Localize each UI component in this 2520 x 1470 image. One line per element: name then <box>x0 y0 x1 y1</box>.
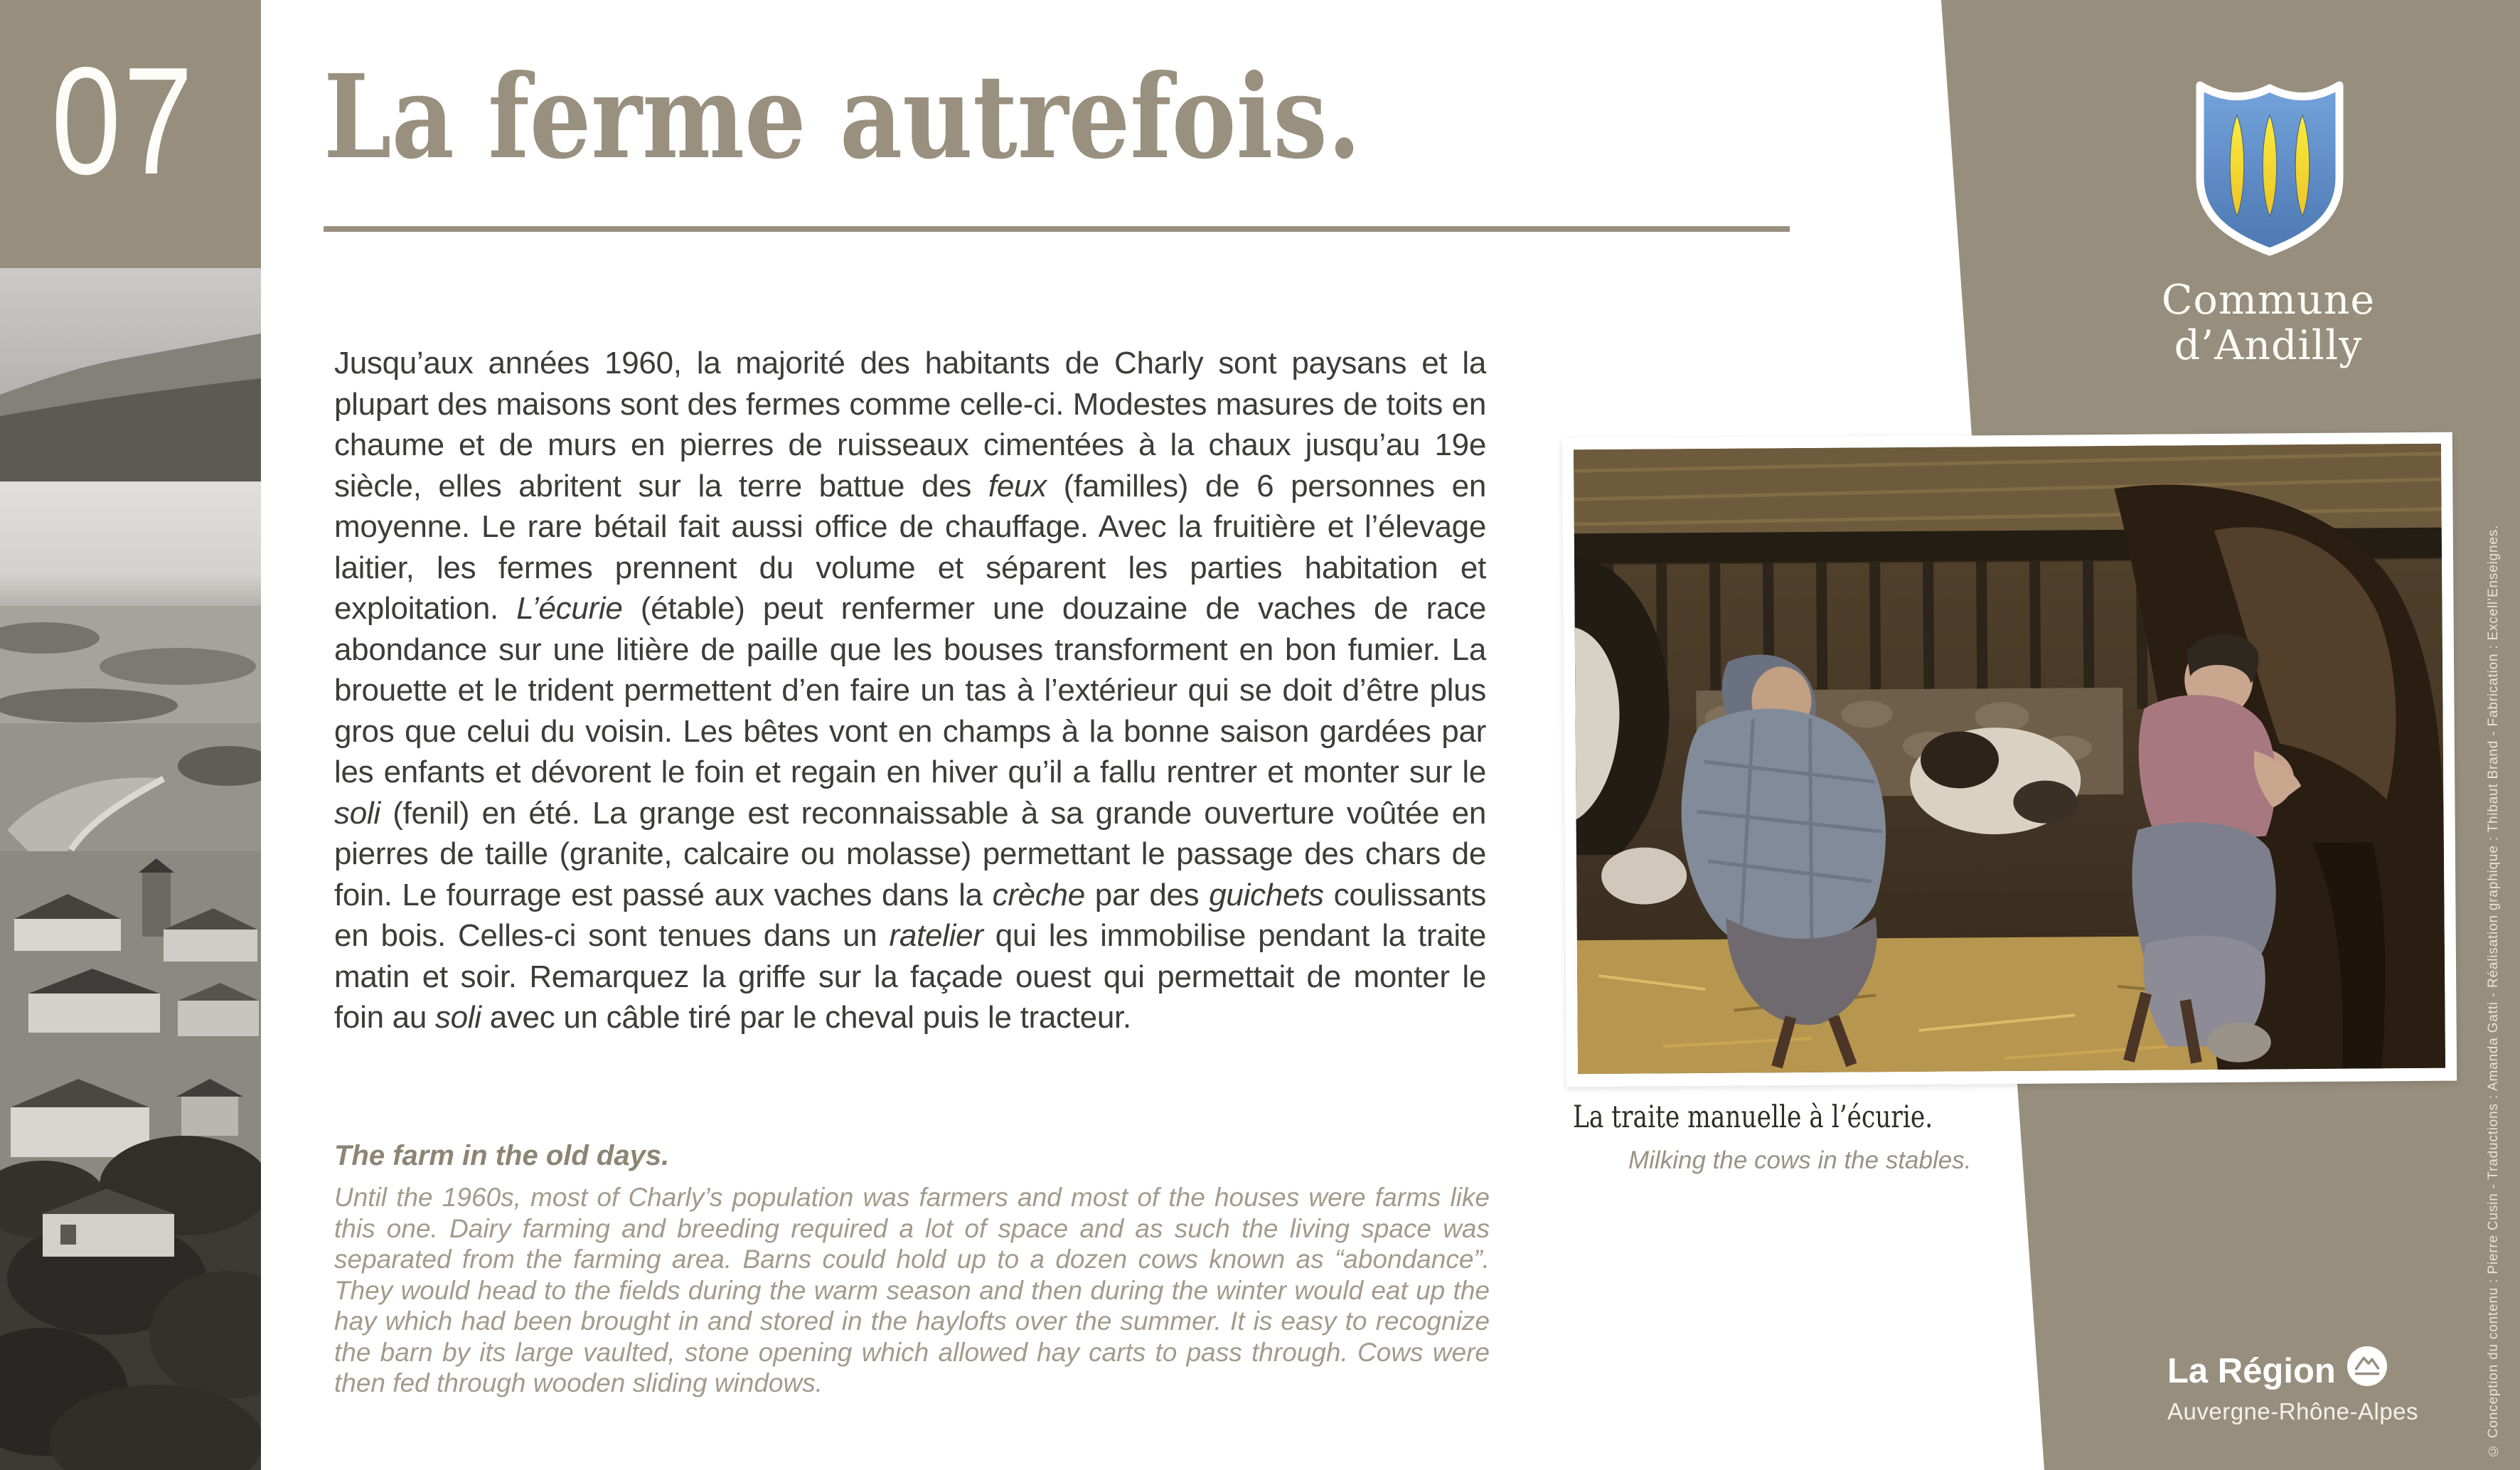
village-foliage <box>0 1136 261 1470</box>
commune-line1: Commune <box>2161 277 2376 324</box>
credits-vertical-text: © Conception du contenu : Pierre Cusin - Traductions : Amanda Gatti - Réalisation graphique : Thibaut Brand - Fabrication : Excell’Enseignes. <box>2486 524 2501 1458</box>
hedge <box>0 688 178 723</box>
region-area: Auvergne-Rhône-Alpes <box>2167 1398 2419 1424</box>
panel-number: 07 <box>51 35 196 206</box>
translation-paragraph: Until the 1960s, most of Charly’s population was farmers and most of the houses were farms like this one. Dairy farming and breeding required a lot of space and as such the living space was separated from the farming area. Barns could hold up to a dozen cows known as “abondance”. They would head to the fields during the warm season and then during the winter would eat up the hay which had been brought in and stored in the haylofts over the summer. It is easy to recognize the barn by its large vaulted, stone opening which allowed hay carts to pass through. Cows were then fed through wooden sliding windows. <box>334 1183 1490 1397</box>
fog-band <box>0 481 261 606</box>
page-title: La ferme autrefois. <box>324 50 1362 185</box>
hedge <box>100 648 256 685</box>
commune-coat-of-arms-icon <box>2191 71 2348 262</box>
commune-name <box>2091 277 2446 368</box>
commune-line2: d’Andilly <box>2174 322 2363 369</box>
photo-caption-fr: La traite manuelle à l’écurie. <box>1573 1099 1933 1135</box>
translation-heading: The farm in the old days. <box>334 1140 670 1171</box>
french-paragraph: Jusqu’aux années 1960, la majorité des habitants de Charly sont paysans et la plupart des maisons sont des fermes comme celle-ci. Modestes masures de toits en chaume et de murs en pierres de ruisseaux cimentées à la chaux jusqu’au 19e siècle, elles abritent sur la terre battue des feux (familles) de 6 personnes en moyenne. Le rare bétail fait aussi office de chauffage. Avec la fruitière et l’élevage laitier, les fermes prennent du volume et séparent les parties habitation et exploitation. L’écurie (étable) peut renfermer une douzaine de vaches de race abondance sur une litière de paille que les bouses transforment en bon fumier. La brouette et le trident permettent d’en faire un tas à l’extérieur qui se doit d’être plus gros que celui du voisin. Les bêtes vont en champs à la bonne saison gardées par les enfants et dévorent le foin et regain en hiver qu’il a fallu rentrer et monter sur le soli (fenil) en été. La grange est reconnaissable à sa grande ouverture voûtée en pierres de taille (granite, calcaire ou molasse) permettant le passage des chars de foin. Le fourrage est passé aux vaches dans la crèche par des guichets coulissants en bois. Celles-ci sont tenues dans un ratelier qui les immobilise pendant la traite matin et soir. Remarquez la griffe sur la façade ouest qui permettait de monter le foin au soli avec un câble tiré par le cheval puis le tracteur. <box>334 346 1487 1035</box>
photo-caption-en: Milking the cows in the stables. <box>1628 1146 1972 1174</box>
milking-photo <box>1574 444 2445 1074</box>
region-mountain-icon <box>2347 1346 2388 1387</box>
region-name: La Région <box>2167 1352 2336 1390</box>
center-calf <box>1910 727 2081 835</box>
milking-photo-plate <box>1562 432 2457 1087</box>
title-underline <box>324 226 1790 232</box>
village-aerial-photo <box>0 268 261 1470</box>
